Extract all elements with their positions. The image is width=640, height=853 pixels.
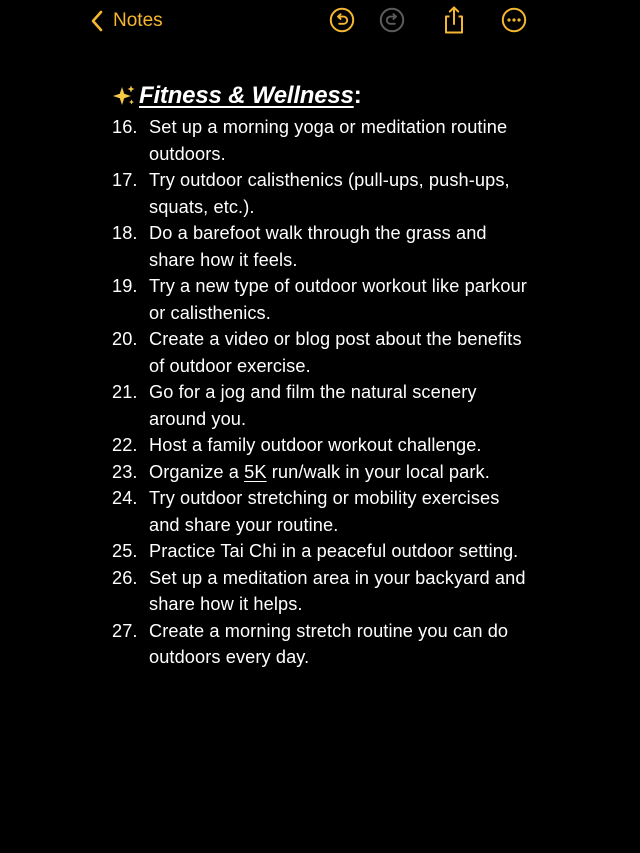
- list-item-text: Create a video or blog post about the benefits of outdoor exercise.: [149, 329, 522, 376]
- list-item-text: Set up a meditation area in your backyard and share how it helps.: [149, 567, 526, 614]
- list-item-number: 24.: [112, 488, 138, 508]
- list-item-text: [149, 459, 532, 486]
- list-item: [112, 485, 532, 538]
- list-item: [112, 459, 532, 486]
- list-item-number: 19.: [112, 276, 138, 296]
- list-item: [112, 565, 532, 618]
- note-heading-text: Fitness & Wellness: [139, 82, 354, 109]
- list-item-text: Create a morning stretch routine you can do outdoors every day.: [149, 620, 509, 667]
- list-item-text: Host a family outdoor workout challenge.: [149, 435, 482, 455]
- list-item: [112, 114, 532, 167]
- list-item-text: Do a barefoot walk through the grass and share how it feels.: [149, 223, 487, 270]
- list-item: [112, 167, 532, 220]
- list-item-number: 27.: [112, 620, 138, 641]
- list-item-number: 22.: [112, 435, 138, 455]
- list-item-number: 20.: [112, 329, 138, 349]
- chevron-left-icon: [90, 10, 104, 32]
- note-heading: [112, 80, 532, 112]
- back-label: Notes: [113, 10, 163, 31]
- data-detector-link[interactable]: 5K: [244, 461, 267, 482]
- share-button[interactable]: [441, 5, 467, 35]
- list-item-number: 18.: [112, 223, 138, 243]
- list-item-text: Set up a morning yoga or meditation routine outdoors.: [149, 117, 508, 164]
- redo-button[interactable]: [379, 7, 405, 33]
- notes-toolbar: [0, 0, 640, 42]
- list-item-number: 21.: [112, 382, 138, 402]
- more-icon: [501, 7, 527, 33]
- sparkles-icon: [112, 84, 136, 108]
- share-icon: [441, 5, 467, 35]
- list-item-number: 17.: [112, 170, 138, 190]
- list-item: [112, 432, 532, 459]
- undo-button[interactable]: [329, 7, 355, 33]
- list-item: [112, 379, 532, 432]
- list-item-number: 23.: [112, 461, 138, 482]
- list-item: [112, 618, 532, 671]
- note-heading-colon: :: [353, 82, 362, 109]
- undo-icon: [329, 7, 355, 33]
- list-item: [112, 326, 532, 379]
- list-item: [112, 538, 532, 565]
- list-item-number: 26.: [112, 567, 138, 588]
- back-button[interactable]: [90, 8, 163, 34]
- list-item-text: Try outdoor calisthenics (pull-ups, push-ups, squats, etc.).: [149, 170, 510, 217]
- redo-icon: [379, 7, 405, 33]
- list-item-number: 25.: [112, 541, 138, 561]
- more-button[interactable]: [501, 7, 527, 33]
- list-item-text: Try outdoor stretching or mobility exercises and share your routine.: [149, 488, 500, 535]
- list-item-text-after: run/walk in your local park.: [266, 461, 490, 482]
- fitness-list: [112, 114, 532, 671]
- list-item-text-before: Organize a: [149, 461, 245, 482]
- list-item: [112, 273, 532, 326]
- note-body[interactable]: [112, 80, 532, 671]
- list-item-text: Try a new type of outdoor workout like parkour or calisthenics.: [149, 276, 527, 323]
- list-item-text: Practice Tai Chi in a peaceful outdoor setting.: [149, 541, 519, 561]
- list-item: [112, 220, 532, 273]
- list-item-text: Go for a jog and film the natural scenery around you.: [149, 382, 477, 429]
- list-item-number: 16.: [112, 117, 138, 137]
